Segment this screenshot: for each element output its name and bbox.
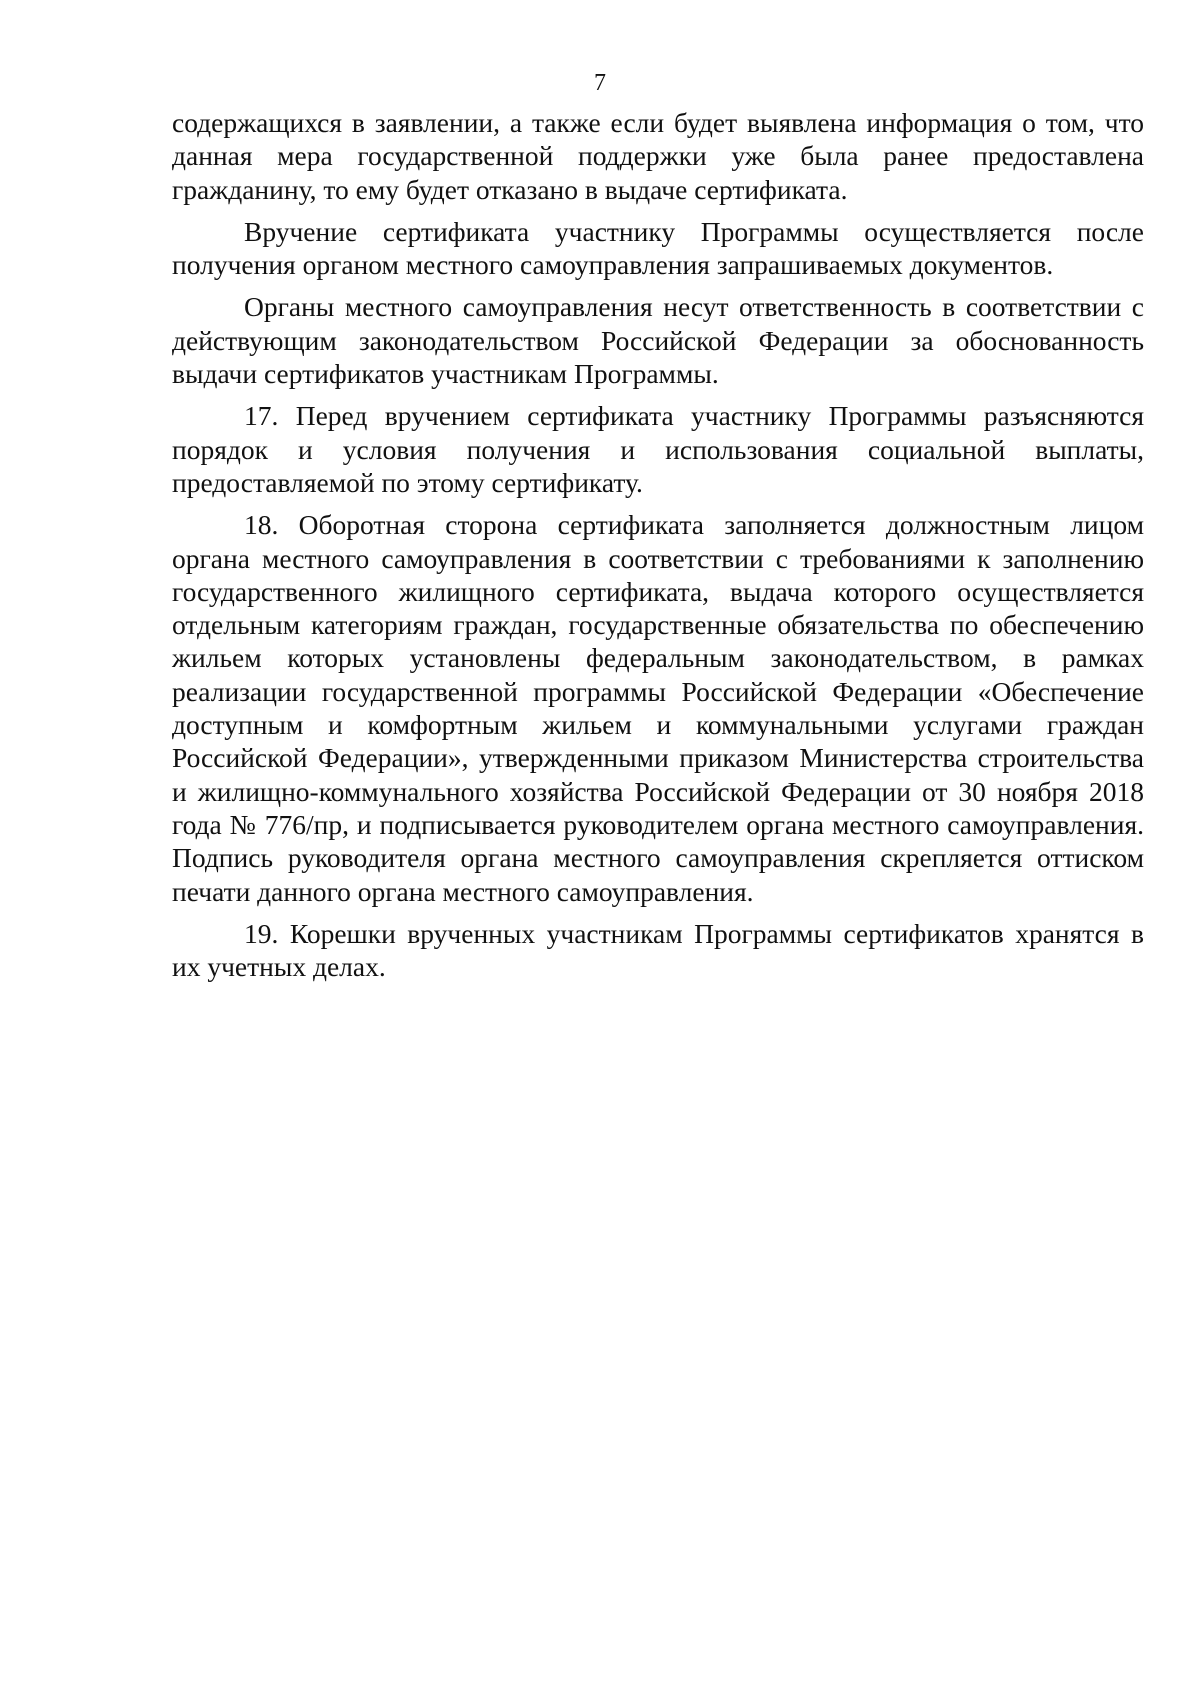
paragraph-18: 18. Оборотная сторона сертификата заполняется должностным лицом органа местного самоуправления в соответствии с требованиями к заполнению государственного жилищного сертификата, выдача которого осуществляется отдельным категориям граждан, государственные обязательства по обеспечению жильем которых установлены федеральным законодательством, в рамках реализации государственной программы Российской Федерации «Обеспечение доступным и комфортным жильем и коммунальными услугами граждан Российской Федерации», утвержденными приказом Министерства строительства и жилищно-коммунального хозяйства Российской Федерации от 30 ноября 2018 года № 776/пр, и подписывается руководителем органа местного самоуправления. Подпись руководителя органа местного самоуправления скрепляется оттиском печати данного органа местного самоуправления. (172, 509, 1144, 907)
paragraph-responsibility: Органы местного самоуправления несут ответственность в соответствии с действующим законодательством Российской Федерации за обоснованность выдачи сертификатов участникам Программы. (172, 291, 1144, 390)
paragraph-certificate-handover: Вручение сертификата участнику Программы осуществляется после получения органом местного самоуправления запрашиваемых документов. (172, 215, 1144, 281)
paragraph-19: 19. Корешки врученных участникам Программы сертификатов хранятся в их учетных делах. (172, 917, 1144, 983)
document-body (172, 106, 1144, 992)
page-number: 7 (594, 70, 606, 96)
paragraph-continuation: содержащихся в заявлении, а также если будет выявлена информация о том, что данная мера государственной поддержки уже была ранее предоставлена гражданину, то ему будет отказано в выдаче сертификата. (172, 107, 1144, 205)
paragraph-17: 17. Перед вручением сертификата участнику Программы разъясняются порядок и условия получения и использования социальной выплаты, предоставляемой по этому сертификату. (172, 400, 1144, 498)
